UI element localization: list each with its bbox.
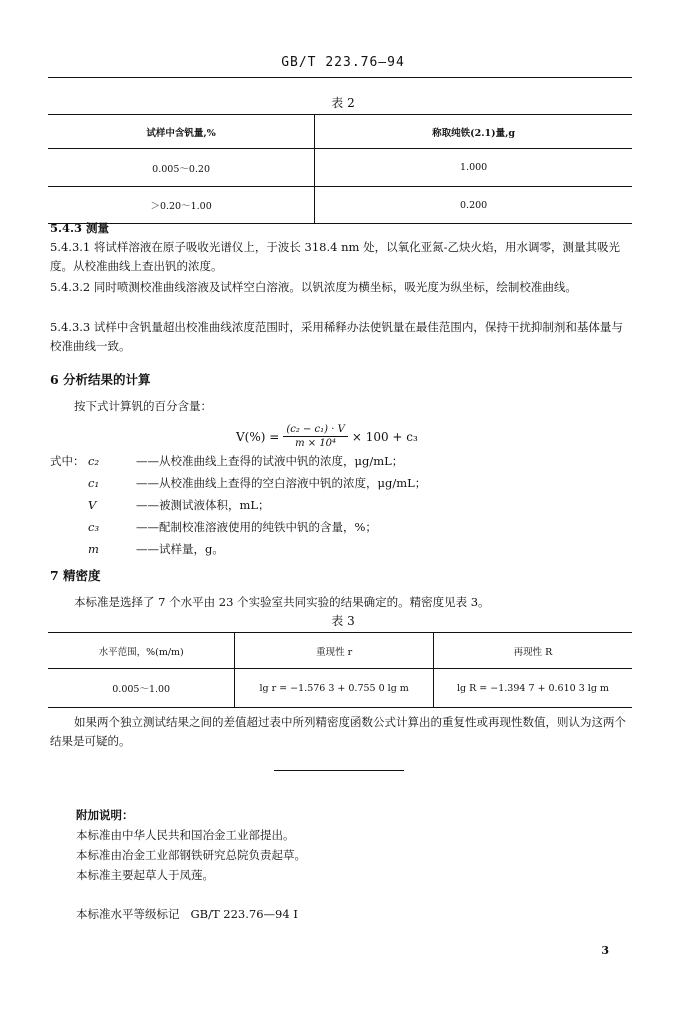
section-6-intro: 按下式计算钒的百分含量： [74,399,212,413]
appendix-line: 本标准由中华人民共和国冶金工业部提出。 [76,828,295,842]
variable-symbol: c₁ [88,476,100,490]
table-row [48,669,632,708]
header-rule [48,77,632,78]
formula-lhs: V(%) = [236,429,280,444]
table-cell: lg r = −1.576 3 + 0.755 0 lg m [235,669,434,708]
section-6-title: 6 分析结果的计算 [50,372,151,387]
appendix-line: 本标准由冶金工业部钢铁研究总院负责起草。 [76,848,306,862]
table-2 [48,114,632,224]
formula [236,424,418,449]
table-header-cell: 重现性 r [235,633,434,669]
table-row [48,187,632,224]
section-7-title: 7 精密度 [50,568,101,583]
table-cell: 1.000 [315,149,632,187]
table2-caption: 表 2 [331,96,355,110]
variable-desc: ——从校准曲线上查得的试液中钒的浓度，μg/mL； [136,454,404,468]
variable-desc: ——配制校准溶液使用的纯铁中钒的含量，%； [136,520,377,534]
divider [274,770,404,771]
paragraph-5-4-3-3: 5.4.3.3 试样中含钒量超出校准曲线浓度范围时，采用稀释办法使钒量在最佳范围内，保持干扰抑制剂和基体量与校准曲线一致。 [50,320,623,353]
formula-numerator: (c₂ − c₁) · V [283,424,348,437]
formula-denominator: m × 10⁴ [295,438,337,449]
formula-fraction [283,424,348,449]
document-header: GB/T 223.76—94 [281,55,405,70]
appendix-title: 附加说明： [76,808,134,822]
table-cell: 0.005～1.00 [48,669,235,708]
table-header-cell: 试样中含钒量,% [48,115,315,149]
table-cell: lg R = −1.394 7 + 0.610 3 lg m [433,669,632,708]
table-header-cell: 水平范围，%(m/m) [48,633,235,669]
table-header-row [48,633,632,669]
table-row [48,149,632,187]
appendix-line: 本标准主要起草人于凤莲。 [76,868,214,882]
variable-symbol: V [88,498,97,512]
variable-item [88,518,608,540]
closing-paragraph: 如果两个独立测试结果之间的差值超过表中所列精密度函数公式计算出的重复性或再现性数值，则认为这两个结果是可疑的。 [50,715,626,748]
variable-symbol: m [88,542,99,556]
variable-symbol: c₃ [88,520,100,534]
page-number: 3 [601,944,609,957]
variable-item [88,474,608,496]
section-7-intro: 本标准是选择了 7 个水平由 23 个实验室共同实验的结果确定的。精密度见表 3。 [74,595,490,609]
variable-desc: ——试样量，g。 [136,542,224,556]
paragraph-5-4-3-2: 5.4.3.2 同时喷测校准曲线溶液及试样空白溶液。以钒浓度为横坐标，吸光度为纵坐标，绘制校准曲线。 [50,280,577,294]
table-cell: 0.005～0.20 [48,149,315,187]
variable-list [88,452,608,562]
table-cell: 0.200 [315,187,632,224]
table-header-row [48,115,632,149]
section-5-4-3-title: 5.4.3 测量 [50,221,110,235]
table-3 [48,632,632,708]
variable-item [88,452,608,474]
table3-caption: 表 3 [331,614,355,628]
table-header-cell: 再现性 R [433,633,632,669]
variable-desc: ——从校准曲线上查得的空白溶液中钒的浓度，μg/mL； [136,476,427,490]
formula-rhs: × 100 + c₃ [351,429,418,444]
standard-level-mark: 本标准水平等级标记 GB/T 223.76—94 I [76,907,298,921]
variable-item [88,540,608,562]
variable-item [88,496,608,518]
variable-desc: ——被测试液体积，mL； [136,498,270,512]
table-header-cell: 称取纯铁(2.1)量,g [315,115,632,149]
table-cell: ＞0.20～1.00 [48,187,315,224]
where-label: 式中： [50,454,85,468]
variable-symbol: c₂ [88,454,100,468]
paragraph-5-4-3-1: 5.4.3.1 将试样溶液在原子吸收光谱仪上，于波长 318.4 nm 处，以氧化亚氮-乙炔火焰，用水调零，测量其吸光度。从校准曲线上查出钒的浓度。 [50,240,620,273]
